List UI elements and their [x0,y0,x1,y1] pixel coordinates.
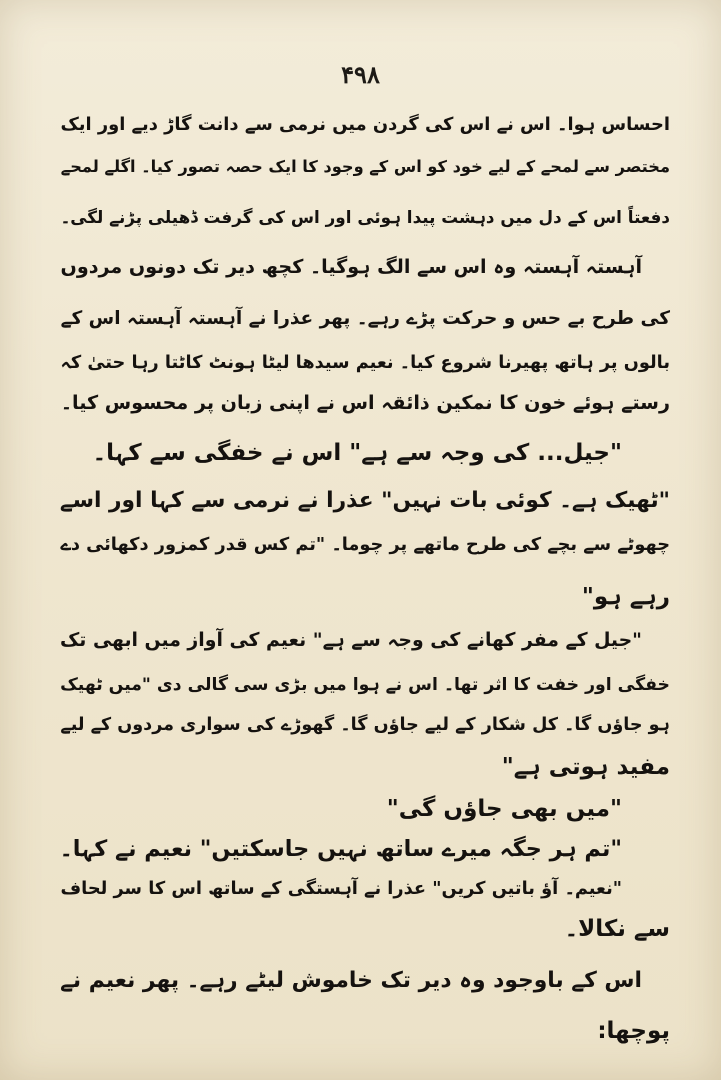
text-line: "جیل... کی وجہ سے ہے" اس نے خفگی سے کہا۔ [92,440,622,466]
page-number: ۴۹۸ [341,60,380,89]
text-line: خفگی اور خفت کا اثر تھا۔ اس نے ہوا میں بڑی سی گالی دی "میں ٹھیک [60,675,670,695]
text-line: احساس ہوا۔ اس نے اس کی گردن میں نرمی سے دانت گاڑ دیے اور ایک [60,114,670,135]
text-line: رستے ہوئے خون کا نمکین ذائقہ اس نے اپنی زبان پر محسوس کیا۔ [60,391,670,414]
text-line: "تم ہر جگہ میرے ساتھ نہیں جاسکتیں" نعیم نے کہا۔ [59,836,622,862]
text-line: اس کے باوجود وہ دیر تک خاموش لیٹے رہے۔ پھر نعیم نے [60,968,642,993]
text-line: رہے ہو" [581,584,670,610]
text-line: مختصر سے لمحے کے لیے خود کو اس کے وجود کا ایک حصہ تصور کیا۔ اگلے لمحے [60,157,670,176]
text-line: بالوں پر ہاتھ پھیرنا شروع کیا۔ نعیم سیدھا لیٹا ہونٹ کاٹتا رہا حتیٰ کہ [60,353,670,373]
text-line: "نعیم۔ آؤ باتیں کریں" عذرا نے آہستگی کے ساتھ اس کا سر لحاف [60,878,622,899]
text-line: کی طرح بے حس و حرکت پڑے رہے۔ پھر عذرا نے آہستہ آہستہ اس کے [60,308,670,329]
text-line: ہو جاؤں گا۔ کل شکار کے لیے جاؤں گا۔ گھوڑے کی سواری مردوں کے لیے [60,715,670,735]
text-line: پوچھا: [597,1018,670,1044]
text-line: سے نکالا۔ [564,916,670,942]
text-line: "میں بھی جاؤں گی" [386,796,622,822]
text-line: "ٹھیک ہے۔ کوئی بات نہیں" عذرا نے نرمی سے کہا اور اسے [59,488,670,513]
text-line: "جیل کے مفر کھانے کی وجہ سے ہے" نعیم کی آواز میں ابھی تک [60,630,642,651]
text-line: آہستہ آہستہ وہ اس سے الگ ہوگیا۔ کچھ دیر تک دونوں مردوں [60,255,642,278]
text-line: چھوٹے سے بچے کی طرح ماتھے پر چوما۔ "تم کس قدر کمزور دکھائی دے [60,535,670,555]
text-line: مفید ہوتی ہے" [501,754,670,780]
text-line: دفعتاً اس کے دل میں دہشت پیدا ہوئی اور اس کی گرفت ڈھیلی پڑنے لگی۔ [60,207,670,227]
